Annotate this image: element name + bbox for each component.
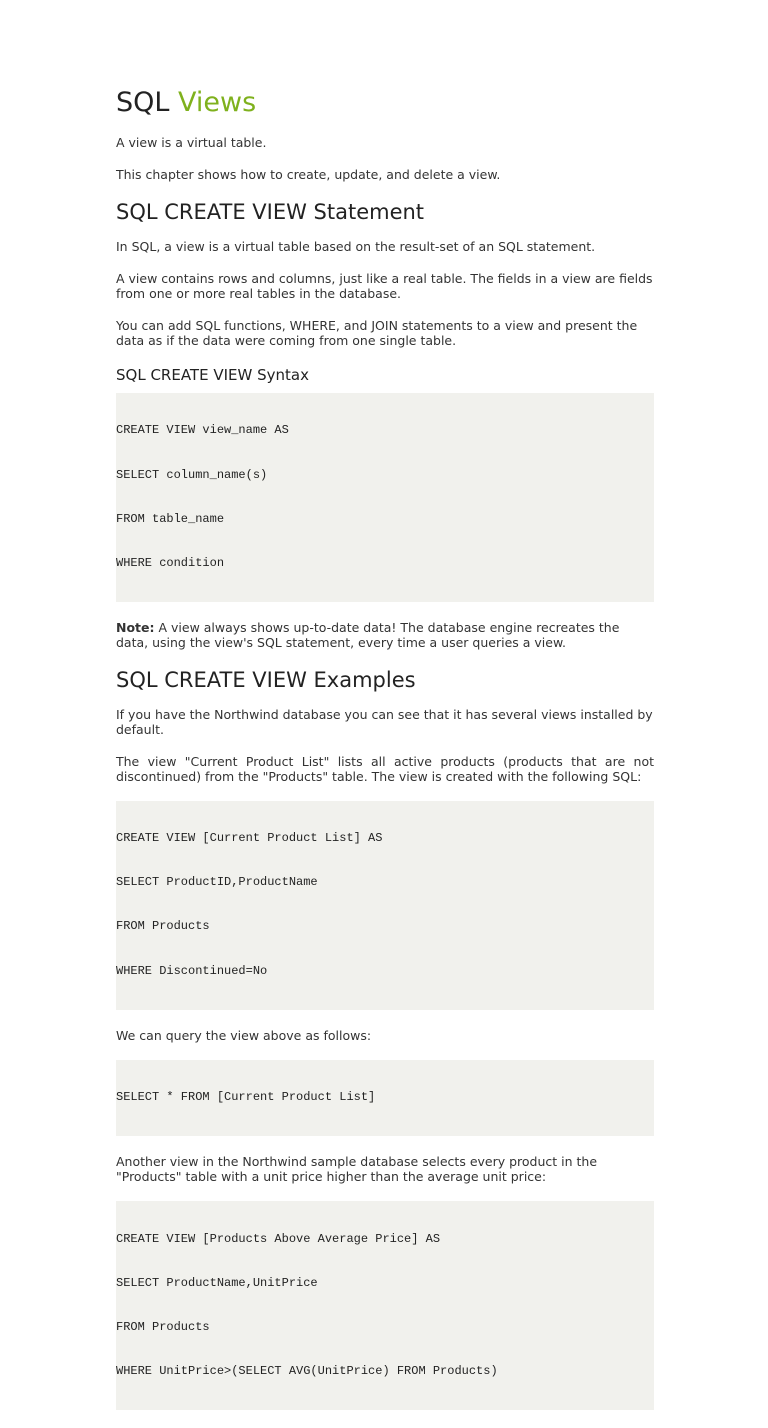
query-view-code-block bbox=[116, 1060, 654, 1137]
page-title bbox=[116, 86, 654, 120]
code-line: WHERE UnitPrice>(SELECT AVG(UnitPrice) FROM Products) bbox=[116, 1363, 498, 1378]
examples-paragraph-4: Another view in the Northwind sample database selects every product in the "Products" table with a unit price higher than the average unit price: bbox=[116, 1154, 598, 1185]
examples-paragraph-3: We can query the view above as follows: bbox=[116, 1027, 372, 1043]
code-line: SELECT * FROM [Current Product List] bbox=[116, 1090, 376, 1105]
examples-paragraph-2: The view "Current Product List" lists all active products (products that are not discontinued) from the "Products" table. The view is created with the following SQL: bbox=[116, 753, 654, 784]
intro-paragraph-2: This chapter shows how to create, update, and delete a view. bbox=[116, 167, 501, 182]
create-view-statement-heading: SQL CREATE VIEW Statement bbox=[116, 200, 425, 224]
note-text: A view always shows up-to-date data! The database engine recreates the data, using the view's SQL statement, every time a user queries a view. bbox=[116, 619, 620, 650]
create-paragraph-1: In SQL, a view is a virtual table based on the result-set of an SQL statement. bbox=[116, 239, 596, 254]
code-line: SELECT column_name(s) bbox=[116, 467, 268, 482]
document-page bbox=[116, 86, 654, 1428]
code-line: SELECT ProductID,ProductName bbox=[116, 875, 318, 890]
current-product-list-code-block bbox=[116, 801, 654, 1010]
intro-paragraph-1: A view is a virtual table. bbox=[116, 135, 267, 150]
title-prefix: SQL bbox=[116, 87, 170, 118]
examples-paragraph-1: If you have the Northwind database you can see that it has several views installed by default. bbox=[116, 706, 653, 737]
code-line: SELECT ProductName,UnitPrice bbox=[116, 1275, 318, 1290]
create-paragraph-3: You can add SQL functions, WHERE, and JOIN statements to a view and present the data as if the data were coming from one single table. bbox=[116, 318, 638, 348]
code-line: FROM table_name bbox=[116, 511, 225, 526]
syntax-heading: SQL CREATE VIEW Syntax bbox=[116, 366, 309, 384]
code-line: CREATE VIEW [Current Product List] AS bbox=[116, 831, 383, 846]
code-line: FROM Products bbox=[116, 919, 210, 934]
title-accent: Views bbox=[178, 87, 257, 118]
code-line: CREATE VIEW [Products Above Average Price] AS bbox=[116, 1231, 441, 1246]
note-paragraph bbox=[116, 620, 654, 650]
code-line: CREATE VIEW view_name AS bbox=[116, 423, 289, 438]
code-line: WHERE condition bbox=[116, 555, 225, 570]
code-line: FROM Products bbox=[116, 1319, 210, 1334]
note-label: Note: bbox=[116, 619, 155, 635]
products-above-average-code-block bbox=[116, 1201, 654, 1410]
examples-heading: SQL CREATE VIEW Examples bbox=[116, 667, 416, 692]
code-line: WHERE Discontinued=No bbox=[116, 963, 268, 978]
create-paragraph-2: A view contains rows and columns, just like a real table. The fields in a view are fields from one or more real tables in the database. bbox=[116, 271, 653, 301]
syntax-code-block bbox=[116, 393, 654, 602]
